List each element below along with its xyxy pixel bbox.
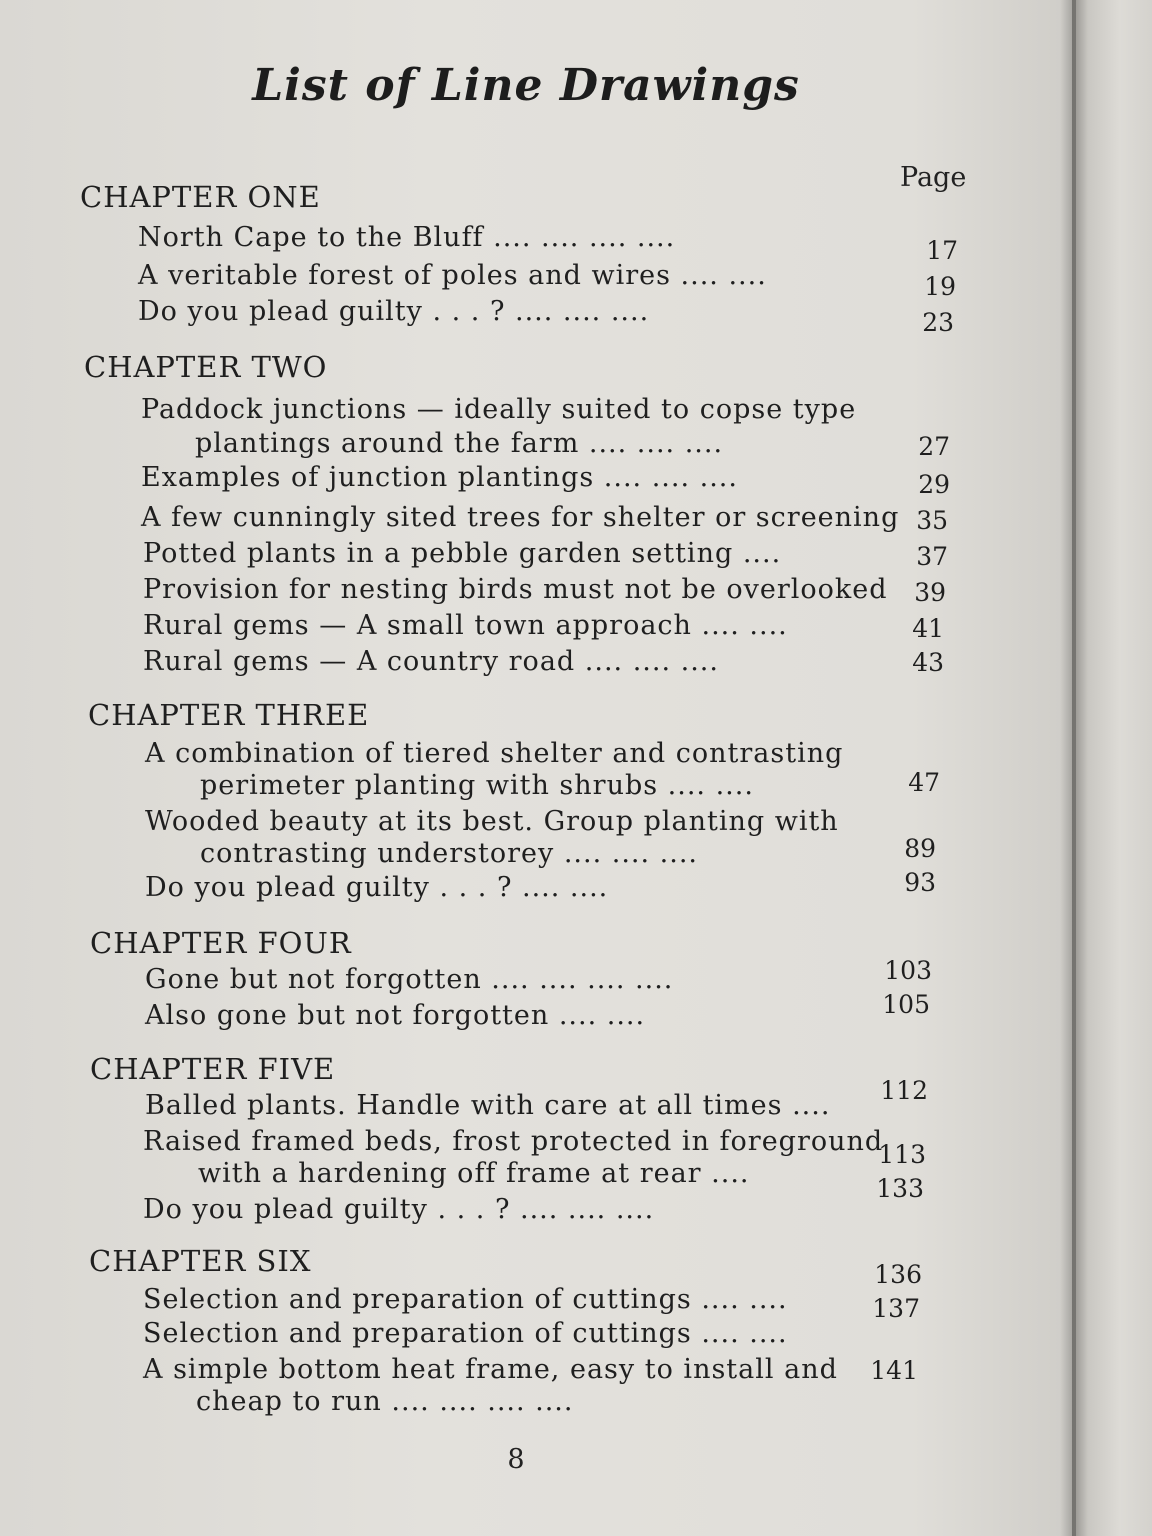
entry-page: 112 — [880, 1076, 928, 1105]
entry-page: 17 — [926, 236, 958, 265]
entry-line: with a hardening off frame at rear .... — [198, 1158, 750, 1189]
entry-page: 136 — [874, 1260, 922, 1289]
entry-page: 47 — [908, 768, 940, 797]
chapter-heading: CHAPTER THREE — [88, 698, 370, 732]
entry-line: Rural gems — A small town approach .... .... — [143, 610, 788, 641]
entry-page: 133 — [876, 1174, 924, 1203]
entry-page: 19 — [924, 272, 956, 301]
entry-line: A veritable forest of poles and wires .... .... — [138, 260, 767, 291]
entry-line: Gone but not forgotten .... .... .... .... — [145, 964, 674, 995]
entry-page: 29 — [918, 470, 950, 499]
facing-page-edge — [1072, 0, 1152, 1536]
entry-line: cheap to run .... .... .... .... — [196, 1386, 574, 1417]
chapter-heading: CHAPTER FOUR — [90, 926, 352, 960]
entry-page: 93 — [904, 868, 936, 897]
entry-page: 41 — [912, 614, 944, 643]
entry-line: Provision for nesting birds must not be overlooked — [143, 574, 888, 605]
entry-line: Selection and preparation of cuttings .... .... — [143, 1318, 788, 1349]
page-column-heading: Page — [900, 162, 967, 193]
chapter-heading: CHAPTER TWO — [84, 350, 328, 384]
entry-line: Rural gems — A country road .... .... .... — [143, 646, 719, 677]
entry-page: 27 — [918, 432, 950, 461]
entry-page: 137 — [872, 1294, 920, 1323]
entry-page: 35 — [916, 506, 948, 535]
entry-line: contrasting understorey .... .... .... — [200, 838, 699, 869]
entry-line: Potted plants in a pebble garden setting .... — [143, 538, 782, 569]
entry-line: Do you plead guilty . . . ? .... .... .... — [143, 1194, 655, 1225]
entry-page: 113 — [878, 1140, 926, 1169]
entry-line: Examples of junction plantings .... .... .... — [141, 462, 738, 493]
entry-page: 103 — [884, 956, 932, 985]
entry-line: perimeter planting with shrubs .... .... — [200, 770, 754, 801]
entry-line: A simple bottom heat frame, easy to install and — [143, 1354, 838, 1385]
entry-page: 105 — [882, 990, 930, 1019]
page-title: List of Line Drawings — [252, 60, 800, 111]
entry-line: Selection and preparation of cuttings .... .... — [143, 1284, 788, 1315]
entry-line: A few cunningly sited trees for shelter or screening — [141, 502, 900, 533]
entry-page: 37 — [916, 542, 948, 571]
chapter-heading: CHAPTER FIVE — [90, 1052, 336, 1086]
entry-line: North Cape to the Bluff .... .... .... .... — [138, 222, 676, 253]
entry-line: A combination of tiered shelter and contrasting — [145, 738, 844, 769]
entry-line: Do you plead guilty . . . ? .... .... — [145, 872, 609, 903]
entry-line: Also gone but not forgotten .... .... — [145, 1000, 646, 1031]
entry-line: Paddock junctions — ideally suited to copse type — [141, 394, 857, 425]
entry-page: 23 — [922, 308, 954, 337]
entry-line: Raised framed beds, frost protected in foreground — [143, 1126, 884, 1157]
entry-page: 39 — [914, 578, 946, 607]
page-number: 8 — [507, 1444, 525, 1475]
chapter-heading: CHAPTER SIX — [89, 1244, 312, 1278]
entry-line: Do you plead guilty . . . ? .... .... .... — [138, 296, 650, 327]
entry-page: 43 — [912, 648, 944, 677]
entry-page: 141 — [870, 1356, 918, 1385]
gutter-shadow — [1060, 0, 1076, 1536]
entry-page: 89 — [904, 834, 936, 863]
chapter-heading: CHAPTER ONE — [80, 180, 321, 214]
entry-line: Wooded beauty at its best. Group planting with — [145, 806, 839, 837]
entry-line: plantings around the farm .... .... .... — [195, 428, 724, 459]
entry-line: Balled plants. Handle with care at all times .... — [145, 1090, 831, 1121]
